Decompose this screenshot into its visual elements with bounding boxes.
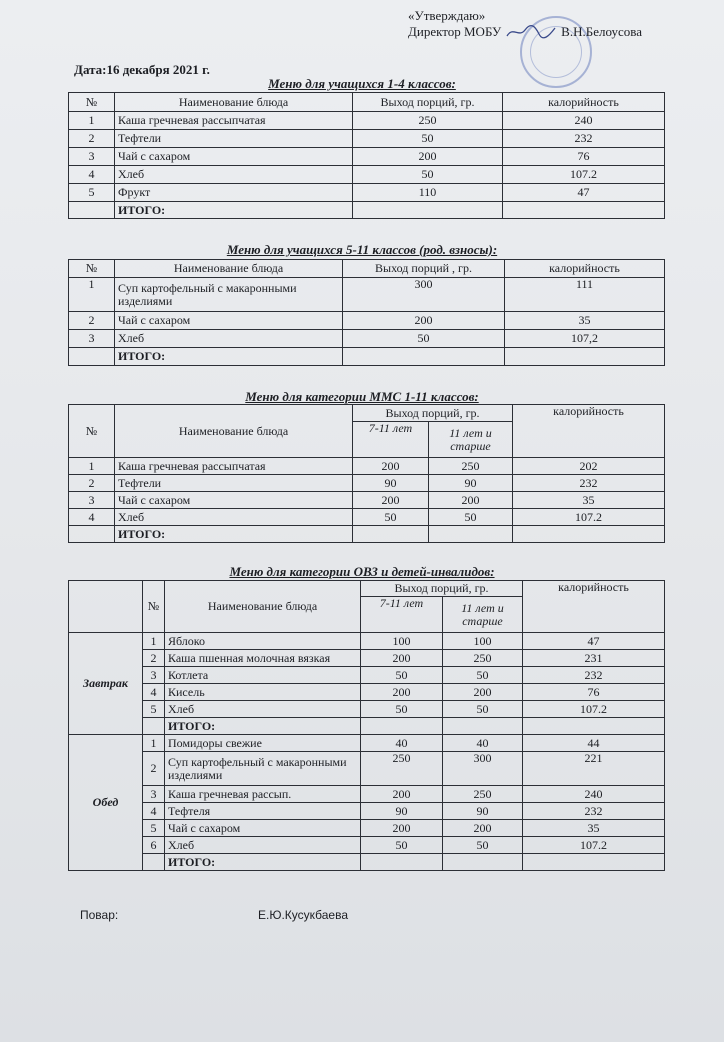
menu2-rows — [69, 278, 665, 366]
table-row — [69, 130, 665, 148]
table-row — [69, 475, 665, 492]
calories: 107,2 — [505, 330, 665, 348]
table-row — [69, 786, 665, 803]
meal-label-breakfast: Завтрак — [69, 633, 143, 735]
total-num — [69, 526, 115, 543]
dish-name: Тефтели — [115, 475, 353, 492]
portion-7-11: 90 — [353, 475, 429, 492]
header-age-7-11: 7-11 лет — [353, 422, 429, 458]
portion-11-plus: 90 — [429, 475, 513, 492]
meal-label-lunch: Обед — [69, 735, 143, 871]
dish-name: Суп картофельный с макаронными изделиями — [115, 278, 343, 312]
table-row — [69, 492, 665, 509]
portion-11-plus: 300 — [443, 752, 523, 786]
menu-date: Дата:16 декабря 2021 г. — [74, 62, 210, 77]
menu1-table — [68, 92, 665, 219]
portion-11-plus: 250 — [443, 786, 523, 803]
dish-name: Хлеб — [165, 837, 361, 854]
header-num: № — [69, 93, 115, 112]
table-row — [69, 837, 665, 854]
dish-name: Каша гречневая рассыпчатая — [115, 112, 353, 130]
dish-name: Хлеб — [115, 166, 353, 184]
header-num: № — [143, 581, 165, 633]
portion-11-plus: 250 — [443, 650, 523, 667]
portion: 250 — [353, 112, 503, 130]
total-row — [69, 718, 665, 735]
total-portion-11-plus — [443, 718, 523, 735]
calories: 232 — [523, 803, 665, 820]
dish-name: Яблоко — [165, 633, 361, 650]
calories: 44 — [523, 735, 665, 752]
calories: 221 — [523, 752, 665, 786]
header-calories: калорийность — [505, 260, 665, 278]
menu4-title: Меню для категории ОВЗ и детей-инвалидов: — [229, 564, 495, 579]
portion-11-plus: 50 — [443, 701, 523, 718]
director-name: В.Н.Белоусова — [561, 24, 642, 39]
calories: 111 — [505, 278, 665, 312]
portion-11-plus: 50 — [429, 509, 513, 526]
portion-7-11: 40 — [361, 735, 443, 752]
table-row — [69, 330, 665, 348]
portion-7-11: 200 — [361, 786, 443, 803]
header-calories: калорийность — [503, 93, 665, 112]
table-row — [69, 184, 665, 202]
total-portion-11-plus — [429, 526, 513, 543]
menu4-breakfast-rows — [69, 633, 665, 735]
table-row — [69, 735, 665, 752]
portion: 200 — [343, 312, 505, 330]
portion-7-11: 200 — [361, 650, 443, 667]
total-num — [143, 718, 165, 735]
total-portion — [343, 348, 505, 366]
total-portion-7-11 — [353, 526, 429, 543]
row-num: 3 — [69, 492, 115, 509]
table-header-row — [69, 405, 665, 422]
portion-7-11: 100 — [361, 633, 443, 650]
header-age-7-11: 7-11 лет — [361, 597, 443, 633]
calories: 76 — [503, 148, 665, 166]
cook-label: Повар: — [80, 908, 119, 922]
header-name: Наименование блюда — [115, 405, 353, 458]
menu4-table — [68, 580, 665, 871]
table-row — [69, 312, 665, 330]
header-name: Наименование блюда — [165, 581, 361, 633]
approval-block — [408, 8, 642, 40]
row-num: 6 — [143, 837, 165, 854]
row-num: 2 — [69, 475, 115, 492]
total-portion-11-plus — [443, 854, 523, 871]
total-num — [69, 202, 115, 219]
row-num: 1 — [69, 278, 115, 312]
header-num: № — [69, 405, 115, 458]
table-row — [69, 633, 665, 650]
calories: 202 — [513, 458, 665, 475]
total-calories — [503, 202, 665, 219]
menu3-title: Меню для категории ММС 1-11 классов: — [245, 389, 479, 404]
portion-7-11: 250 — [361, 752, 443, 786]
dish-name: Тефтеля — [165, 803, 361, 820]
calories: 47 — [503, 184, 665, 202]
calories: 35 — [513, 492, 665, 509]
dish-name: Помидоры свежие — [165, 735, 361, 752]
calories: 35 — [523, 820, 665, 837]
table-row — [69, 166, 665, 184]
row-num: 5 — [69, 184, 115, 202]
portion-11-plus: 100 — [443, 633, 523, 650]
portion-11-plus: 250 — [429, 458, 513, 475]
portion-11-plus: 40 — [443, 735, 523, 752]
table-row — [69, 458, 665, 475]
portion: 50 — [353, 130, 503, 148]
portion-11-plus: 50 — [443, 667, 523, 684]
table-header-row — [69, 581, 665, 597]
portion-11-plus: 50 — [443, 837, 523, 854]
portion-7-11: 200 — [353, 458, 429, 475]
dish-name: Каша пшенная молочная вязкая — [165, 650, 361, 667]
header-name: Наименование блюда — [115, 260, 343, 278]
portion-11-plus: 200 — [429, 492, 513, 509]
header-calories: калорийность — [513, 405, 665, 458]
portion-7-11: 200 — [361, 684, 443, 701]
header-portion: Выход порций , гр. — [343, 260, 505, 278]
calories: 107.2 — [503, 166, 665, 184]
dish-name: Чай с сахаром — [115, 148, 353, 166]
portion-7-11: 200 — [353, 492, 429, 509]
calories: 76 — [523, 684, 665, 701]
row-num: 4 — [143, 803, 165, 820]
table-row — [69, 752, 665, 786]
portion-7-11: 50 — [361, 837, 443, 854]
total-calories — [513, 526, 665, 543]
total-calories — [505, 348, 665, 366]
dish-name: Суп картофельный с макаронными изделиями — [165, 752, 361, 786]
menu1-rows — [69, 112, 665, 219]
header-portion: Выход порций, гр. — [353, 93, 503, 112]
table-row — [69, 278, 665, 312]
total-label: ИТОГО: — [115, 348, 343, 366]
calories: 232 — [503, 130, 665, 148]
total-calories — [523, 718, 665, 735]
table-row — [69, 684, 665, 701]
table-row — [69, 820, 665, 837]
row-num: 3 — [143, 786, 165, 803]
total-label: ИТОГО: — [165, 718, 361, 735]
table-header-row — [69, 93, 665, 112]
calories: 107.2 — [523, 837, 665, 854]
menu2-table — [68, 259, 665, 366]
total-portion — [353, 202, 503, 219]
table-row — [69, 803, 665, 820]
row-num: 2 — [143, 650, 165, 667]
director-title: Директор МОБУ — [408, 24, 502, 39]
row-num: 3 — [69, 148, 115, 166]
portion: 110 — [353, 184, 503, 202]
portion-7-11: 50 — [361, 701, 443, 718]
dish-name: Хлеб — [165, 701, 361, 718]
portion: 200 — [353, 148, 503, 166]
total-label: ИТОГО: — [115, 202, 353, 219]
portion-11-plus: 200 — [443, 684, 523, 701]
row-num: 1 — [143, 633, 165, 650]
total-row — [69, 526, 665, 543]
header-portion: Выход порций, гр. — [353, 405, 513, 422]
dish-name: Фрукт — [115, 184, 353, 202]
dish-name: Каша гречневая рассыпчатая — [115, 458, 353, 475]
portion-7-11: 50 — [353, 509, 429, 526]
table-row — [69, 148, 665, 166]
row-num: 1 — [69, 458, 115, 475]
row-num: 1 — [143, 735, 165, 752]
row-num: 3 — [143, 667, 165, 684]
total-row — [69, 854, 665, 871]
portion-11-plus: 200 — [443, 820, 523, 837]
table-row — [69, 701, 665, 718]
portion-7-11: 200 — [361, 820, 443, 837]
dish-name: Чай с сахаром — [115, 312, 343, 330]
total-label: ИТОГО: — [115, 526, 353, 543]
dish-name: Тефтели — [115, 130, 353, 148]
row-num: 4 — [143, 684, 165, 701]
calories: 240 — [523, 786, 665, 803]
dish-name: Котлета — [165, 667, 361, 684]
dish-name: Хлеб — [115, 509, 353, 526]
calories: 35 — [505, 312, 665, 330]
header-age-11-plus: 11 лет и старше — [443, 597, 523, 633]
dish-name: Хлеб — [115, 330, 343, 348]
menu3-table — [68, 404, 665, 543]
row-num: 4 — [69, 166, 115, 184]
total-row — [69, 202, 665, 219]
calories: 47 — [523, 633, 665, 650]
table-row — [69, 509, 665, 526]
menu4-lunch-rows — [69, 735, 665, 871]
calories: 107.2 — [513, 509, 665, 526]
calories: 231 — [523, 650, 665, 667]
director-signature — [505, 24, 557, 40]
calories: 232 — [513, 475, 665, 492]
row-num: 3 — [69, 330, 115, 348]
total-calories — [523, 854, 665, 871]
row-num: 2 — [143, 752, 165, 786]
calories: 232 — [523, 667, 665, 684]
total-portion-7-11 — [361, 718, 443, 735]
approval-heading: «Утверждаю» — [408, 8, 486, 23]
table-row — [69, 667, 665, 684]
portion-7-11: 50 — [361, 667, 443, 684]
row-num: 2 — [69, 130, 115, 148]
calories: 240 — [503, 112, 665, 130]
portion: 50 — [353, 166, 503, 184]
table-row — [69, 650, 665, 667]
row-num: 5 — [143, 701, 165, 718]
dish-name: Чай с сахаром — [165, 820, 361, 837]
header-meal — [69, 581, 143, 633]
header-name: Наименование блюда — [115, 93, 353, 112]
approval-director-line — [408, 24, 642, 40]
total-num — [69, 348, 115, 366]
cook-name: Е.Ю.Кусукбаева — [258, 908, 349, 922]
portion: 50 — [343, 330, 505, 348]
dish-name: Каша гречневая рассып. — [165, 786, 361, 803]
header-age-11-plus: 11 лет и старше — [429, 422, 513, 458]
header-calories: калорийность — [523, 581, 665, 633]
menu1-title: Меню для учащихся 1-4 классов: — [268, 76, 456, 91]
row-num: 1 — [69, 112, 115, 130]
total-row — [69, 348, 665, 366]
dish-name: Чай с сахаром — [115, 492, 353, 509]
dish-name: Кисель — [165, 684, 361, 701]
portion-7-11: 90 — [361, 803, 443, 820]
portion: 300 — [343, 278, 505, 312]
header-portion: Выход порций, гр. — [361, 581, 523, 597]
menu2-title: Меню для учащихся 5-11 классов (род. взносы): — [226, 242, 498, 257]
total-label: ИТОГО: — [165, 854, 361, 871]
table-header-row — [69, 260, 665, 278]
total-num — [143, 854, 165, 871]
row-num: 2 — [69, 312, 115, 330]
menu3-rows — [69, 458, 665, 543]
row-num: 4 — [69, 509, 115, 526]
calories: 107.2 — [523, 701, 665, 718]
portion-11-plus: 90 — [443, 803, 523, 820]
total-portion-7-11 — [361, 854, 443, 871]
row-num: 5 — [143, 820, 165, 837]
table-row — [69, 112, 665, 130]
header-num: № — [69, 260, 115, 278]
